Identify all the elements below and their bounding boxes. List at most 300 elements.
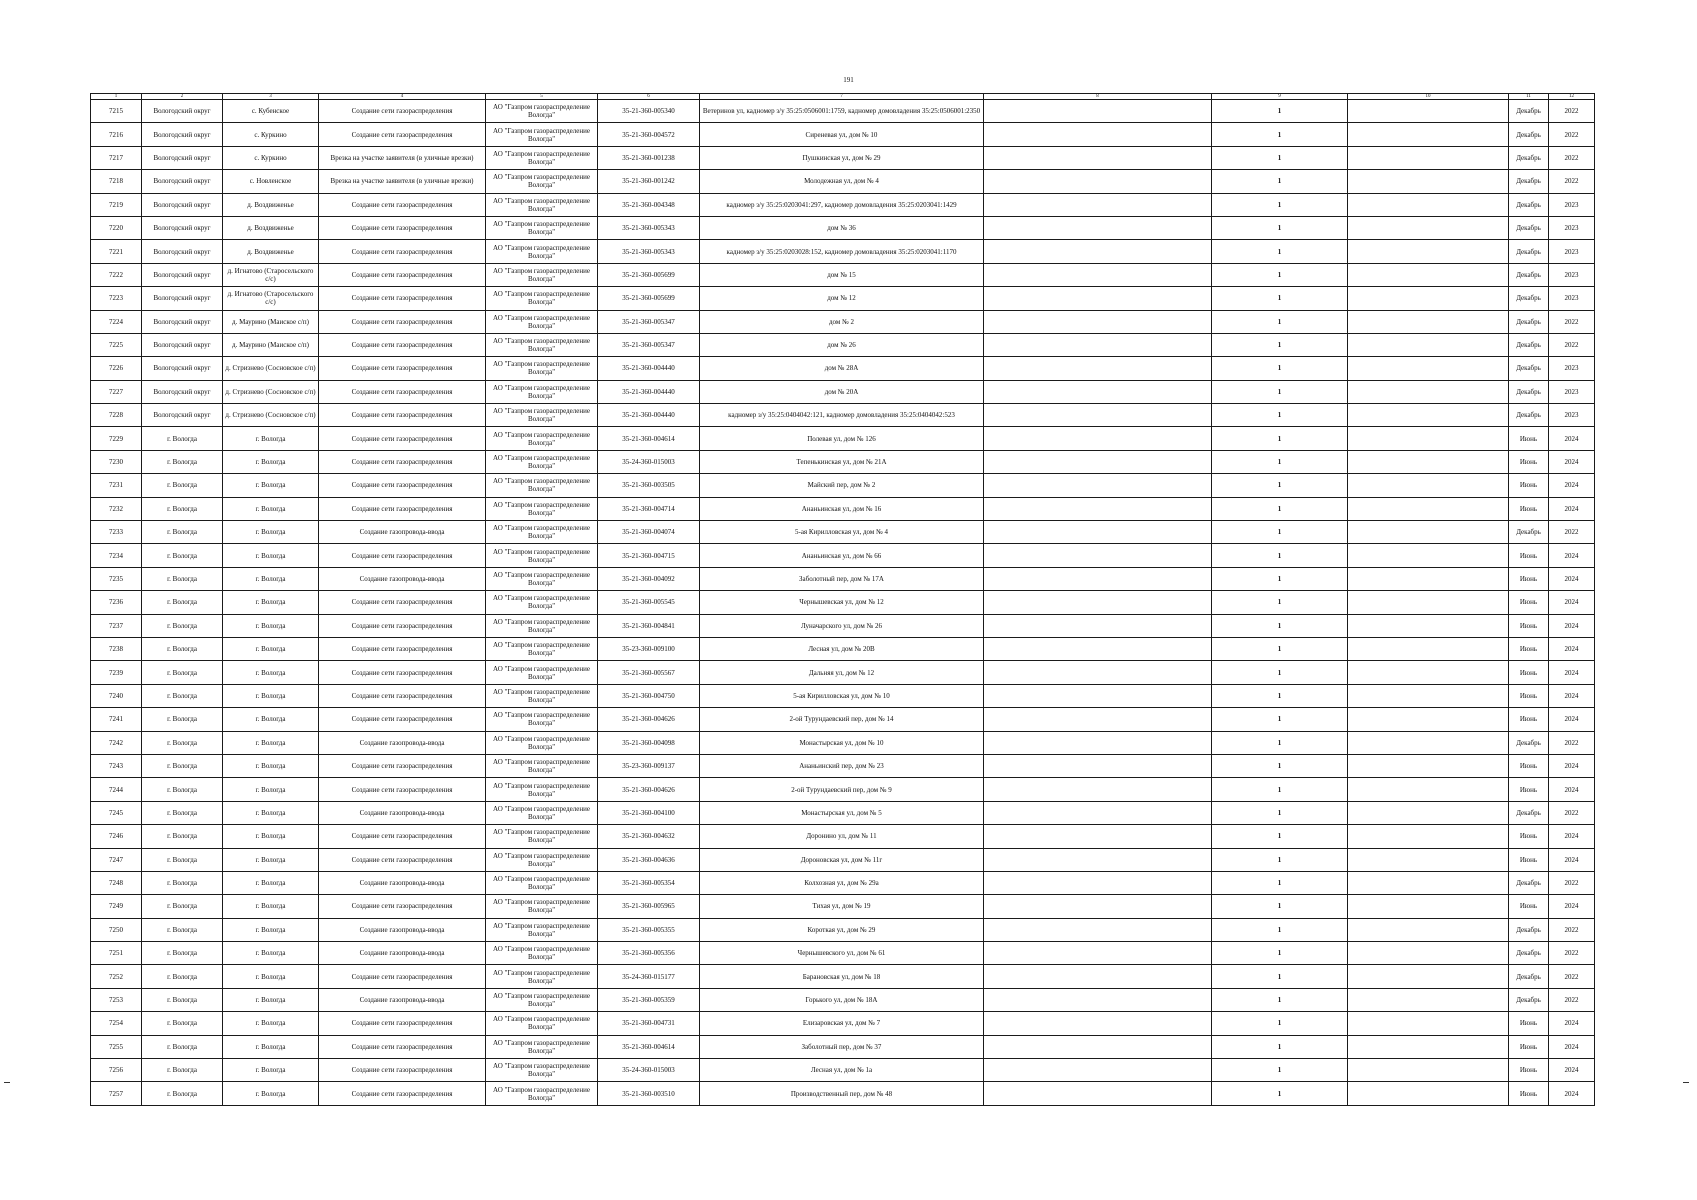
organization-cell: АО "Газпром газораспределение Вологда" (486, 591, 598, 614)
table-row (91, 708, 1595, 731)
district-cell: Вологодский округ (142, 240, 223, 263)
row-number: 7230 (91, 450, 142, 473)
organization-cell: АО "Газпром газораспределение Вологда" (486, 100, 598, 123)
column-10-cell (1348, 661, 1509, 684)
month-cell: Июнь (1509, 427, 1549, 450)
object-code-cell: 35-21-360-001238 (598, 146, 700, 169)
column-header-8: 8 (984, 94, 1212, 100)
column-8-cell (984, 474, 1212, 497)
address-cell: кадномер з/у 35:25:0404042:121, кадномер домовладения 35:25:0404042:523 (700, 404, 984, 427)
object-code-cell: 35-21-360-004614 (598, 427, 700, 450)
work-type-cell: Создание сети газораспределения (319, 1035, 486, 1058)
work-type-cell: Создание сети газораспределения (319, 497, 486, 520)
object-code-cell: 35-21-360-003510 (598, 1082, 700, 1105)
count-cell: 1 (1212, 240, 1348, 263)
district-cell: г. Вологда (142, 708, 223, 731)
work-type-cell: Создание сети газораспределения (319, 380, 486, 403)
column-10-cell (1348, 474, 1509, 497)
organization-cell: АО "Газпром газораспределение Вологда" (486, 404, 598, 427)
address-cell: Лесная ул, дом № 20В (700, 637, 984, 660)
column-10-cell (1348, 778, 1509, 801)
year-cell: 2022 (1549, 942, 1595, 965)
column-8-cell (984, 544, 1212, 567)
object-code-cell: 35-21-360-004750 (598, 684, 700, 707)
object-code-cell: 35-21-360-004632 (598, 825, 700, 848)
year-cell: 2024 (1549, 591, 1595, 614)
district-cell: г. Вологда (142, 1059, 223, 1082)
row-number: 7234 (91, 544, 142, 567)
address-cell: Ананьинская ул, дом № 66 (700, 544, 984, 567)
object-code-cell: 35-21-360-005347 (598, 310, 700, 333)
table-row (91, 193, 1595, 216)
work-type-cell: Создание сети газораспределения (319, 357, 486, 380)
row-number: 7228 (91, 404, 142, 427)
organization-cell: АО "Газпром газораспределение Вологда" (486, 521, 598, 544)
settlement-cell: г. Вологда (223, 848, 319, 871)
district-cell: г. Вологда (142, 778, 223, 801)
table-row (91, 965, 1595, 988)
object-code-cell: 35-21-360-004440 (598, 380, 700, 403)
column-8-cell (984, 684, 1212, 707)
work-type-cell: Создание сети газораспределения (319, 778, 486, 801)
settlement-cell: с. Куркино (223, 146, 319, 169)
month-cell: Июнь (1509, 474, 1549, 497)
column-10-cell (1348, 567, 1509, 590)
object-code-cell: 35-21-360-005545 (598, 591, 700, 614)
month-cell: Июнь (1509, 661, 1549, 684)
object-code-cell: 35-21-360-004636 (598, 848, 700, 871)
count-cell: 1 (1212, 544, 1348, 567)
district-cell: г. Вологда (142, 754, 223, 777)
district-cell: Вологодский округ (142, 146, 223, 169)
object-code-cell: 35-21-360-004731 (598, 1012, 700, 1035)
organization-cell: АО "Газпром газораспределение Вологда" (486, 263, 598, 286)
year-cell: 2024 (1549, 684, 1595, 707)
district-cell: г. Вологда (142, 497, 223, 520)
column-8-cell (984, 123, 1212, 146)
organization-cell: АО "Газпром газораспределение Вологда" (486, 731, 598, 754)
count-cell: 1 (1212, 310, 1348, 333)
settlement-cell: г. Вологда (223, 708, 319, 731)
column-8-cell (984, 1082, 1212, 1105)
year-cell: 2022 (1549, 100, 1595, 123)
column-header-9: 9 (1212, 94, 1348, 100)
object-code-cell: 35-21-360-004572 (598, 123, 700, 146)
row-number: 7219 (91, 193, 142, 216)
table-row (91, 123, 1595, 146)
table-row (91, 380, 1595, 403)
settlement-cell: г. Вологда (223, 497, 319, 520)
month-cell: Декабрь (1509, 357, 1549, 380)
organization-cell: АО "Газпром газораспределение Вологда" (486, 1012, 598, 1035)
column-8-cell (984, 497, 1212, 520)
object-code-cell: 35-24-360-015003 (598, 1059, 700, 1082)
settlement-cell: д. Стризнево (Сосновское с/п) (223, 380, 319, 403)
organization-cell: АО "Газпром газораспределение Вологда" (486, 146, 598, 169)
column-10-cell (1348, 731, 1509, 754)
address-cell: дом № 36 (700, 216, 984, 239)
address-cell: Лесная ул, дом № 1а (700, 1059, 984, 1082)
settlement-cell: г. Вологда (223, 754, 319, 777)
district-cell: г. Вологда (142, 427, 223, 450)
count-cell: 1 (1212, 100, 1348, 123)
column-10-cell (1348, 918, 1509, 941)
count-cell: 1 (1212, 1035, 1348, 1058)
month-cell: Июнь (1509, 637, 1549, 660)
month-cell: Июнь (1509, 684, 1549, 707)
count-cell: 1 (1212, 614, 1348, 637)
year-cell: 2022 (1549, 170, 1595, 193)
work-type-cell: Врезка на участке заявителя (в уличные врезки) (319, 146, 486, 169)
district-cell: г. Вологда (142, 1035, 223, 1058)
address-cell: 2-ой Турундаевский пер, дом № 9 (700, 778, 984, 801)
row-number: 7249 (91, 895, 142, 918)
object-code-cell: 35-24-360-015177 (598, 965, 700, 988)
district-cell: Вологодский округ (142, 170, 223, 193)
column-10-cell (1348, 871, 1509, 894)
count-cell: 1 (1212, 708, 1348, 731)
count-cell: 1 (1212, 731, 1348, 754)
district-cell: г. Вологда (142, 450, 223, 473)
table-body (91, 100, 1595, 1106)
address-cell: Барановская ул, дом № 18 (700, 965, 984, 988)
count-cell: 1 (1212, 216, 1348, 239)
settlement-cell: г. Вологда (223, 474, 319, 497)
month-cell: Декабрь (1509, 193, 1549, 216)
year-cell: 2024 (1549, 1082, 1595, 1105)
work-type-cell: Создание сети газораспределения (319, 637, 486, 660)
object-code-cell: 35-21-360-005965 (598, 895, 700, 918)
month-cell: Декабрь (1509, 731, 1549, 754)
row-number: 7248 (91, 871, 142, 894)
column-header-12: 12 (1549, 94, 1595, 100)
address-cell: 2-ой Турундаевский пер, дом № 14 (700, 708, 984, 731)
table-row (91, 474, 1595, 497)
district-cell: Вологодский округ (142, 310, 223, 333)
object-code-cell: 35-21-360-005699 (598, 263, 700, 286)
month-cell: Декабрь (1509, 100, 1549, 123)
month-cell: Декабрь (1509, 170, 1549, 193)
object-code-cell: 35-21-360-004098 (598, 731, 700, 754)
settlement-cell: д. Маурино (Маиское с/п) (223, 310, 319, 333)
settlement-cell: г. Вологда (223, 965, 319, 988)
table-row (91, 287, 1595, 310)
column-10-cell (1348, 591, 1509, 614)
column-10-cell (1348, 170, 1509, 193)
district-cell: г. Вологда (142, 1012, 223, 1035)
table-row (91, 942, 1595, 965)
address-cell: Ананьинская ул, дом № 16 (700, 497, 984, 520)
address-cell: дом № 28А (700, 357, 984, 380)
row-number: 7233 (91, 521, 142, 544)
work-type-cell: Создание сети газораспределения (319, 450, 486, 473)
year-cell: 2023 (1549, 216, 1595, 239)
column-8-cell (984, 100, 1212, 123)
column-8-cell (984, 895, 1212, 918)
right-edge-mark (1683, 1082, 1689, 1083)
row-number: 7236 (91, 591, 142, 614)
object-code-cell: 35-21-360-004614 (598, 1035, 700, 1058)
object-code-cell: 35-21-360-005354 (598, 871, 700, 894)
work-type-cell: Создание сети газораспределения (319, 263, 486, 286)
organization-cell: АО "Газпром газораспределение Вологда" (486, 778, 598, 801)
organization-cell: АО "Газпром газораспределение Вологда" (486, 544, 598, 567)
address-cell: Ананьинский пер, дом № 23 (700, 754, 984, 777)
column-header-3: 3 (223, 94, 319, 100)
district-cell: Вологодский округ (142, 263, 223, 286)
month-cell: Июнь (1509, 497, 1549, 520)
table-row (91, 450, 1595, 473)
table-row (91, 357, 1595, 380)
row-number: 7251 (91, 942, 142, 965)
column-10-cell (1348, 146, 1509, 169)
work-type-cell: Создание сети газораспределения (319, 1082, 486, 1105)
address-cell: Тепенькинская ул, дом № 21А (700, 450, 984, 473)
work-type-cell: Создание сети газораспределения (319, 287, 486, 310)
table-row (91, 1059, 1595, 1082)
month-cell: Июнь (1509, 754, 1549, 777)
count-cell: 1 (1212, 357, 1348, 380)
work-type-cell: Создание газопровода-ввода (319, 942, 486, 965)
year-cell: 2022 (1549, 988, 1595, 1011)
settlement-cell: г. Вологда (223, 427, 319, 450)
object-code-cell: 35-24-360-015003 (598, 450, 700, 473)
settlement-cell: г. Вологда (223, 871, 319, 894)
table-row (91, 871, 1595, 894)
settlement-cell: г. Вологда (223, 1059, 319, 1082)
work-type-cell: Создание газопровода-ввода (319, 871, 486, 894)
organization-cell: АО "Газпром газораспределение Вологда" (486, 801, 598, 824)
settlement-cell: д. Воздвиженье (223, 216, 319, 239)
table-row (91, 778, 1595, 801)
district-cell: Вологодский округ (142, 357, 223, 380)
column-8-cell (984, 1012, 1212, 1035)
row-number: 7247 (91, 848, 142, 871)
row-number: 7246 (91, 825, 142, 848)
column-header-2: 2 (142, 94, 223, 100)
count-cell: 1 (1212, 427, 1348, 450)
object-code-cell: 35-21-360-005567 (598, 661, 700, 684)
work-type-cell: Создание газопровода-ввода (319, 521, 486, 544)
object-code-cell: 35-21-360-004626 (598, 708, 700, 731)
year-cell: 2022 (1549, 123, 1595, 146)
work-type-cell: Создание сети газораспределения (319, 661, 486, 684)
settlement-cell: г. Вологда (223, 825, 319, 848)
settlement-cell: г. Вологда (223, 1082, 319, 1105)
organization-cell: АО "Газпром газораспределение Вологда" (486, 240, 598, 263)
count-cell: 1 (1212, 521, 1348, 544)
column-8-cell (984, 754, 1212, 777)
row-number: 7222 (91, 263, 142, 286)
work-type-cell: Создание сети газораспределения (319, 1059, 486, 1082)
district-cell: г. Вологда (142, 848, 223, 871)
table-row (91, 544, 1595, 567)
column-header-10: 10 (1348, 94, 1509, 100)
month-cell: Июнь (1509, 825, 1549, 848)
column-8-cell (984, 450, 1212, 473)
page-number: 191 (843, 76, 854, 84)
column-8-cell (984, 1035, 1212, 1058)
count-cell: 1 (1212, 965, 1348, 988)
table-row (91, 988, 1595, 1011)
gas-connection-table (90, 93, 1595, 1106)
settlement-cell: г. Вологда (223, 1035, 319, 1058)
organization-cell: АО "Газпром газораспределение Вологда" (486, 895, 598, 918)
column-10-cell (1348, 1035, 1509, 1058)
count-cell: 1 (1212, 591, 1348, 614)
organization-cell: АО "Газпром газораспределение Вологда" (486, 497, 598, 520)
work-type-cell: Создание газопровода-ввода (319, 567, 486, 590)
count-cell: 1 (1212, 567, 1348, 590)
year-cell: 2024 (1549, 474, 1595, 497)
table-row (91, 216, 1595, 239)
address-cell: Заболотный пер, дом № 37 (700, 1035, 984, 1058)
count-cell: 1 (1212, 918, 1348, 941)
settlement-cell: г. Вологда (223, 521, 319, 544)
month-cell: Декабрь (1509, 333, 1549, 356)
year-cell: 2024 (1549, 848, 1595, 871)
work-type-cell: Создание газопровода-ввода (319, 988, 486, 1011)
column-8-cell (984, 942, 1212, 965)
year-cell: 2023 (1549, 287, 1595, 310)
month-cell: Декабрь (1509, 988, 1549, 1011)
column-header-5: 5 (486, 94, 598, 100)
settlement-cell: д. Игнатово (Старосельского с/с) (223, 263, 319, 286)
column-8-cell (984, 287, 1212, 310)
object-code-cell: 35-21-360-005343 (598, 240, 700, 263)
month-cell: Декабрь (1509, 521, 1549, 544)
count-cell: 1 (1212, 801, 1348, 824)
organization-cell: АО "Газпром газораспределение Вологда" (486, 216, 598, 239)
count-cell: 1 (1212, 871, 1348, 894)
table-row (91, 918, 1595, 941)
column-10-cell (1348, 801, 1509, 824)
district-cell: г. Вологда (142, 942, 223, 965)
row-number: 7215 (91, 100, 142, 123)
object-code-cell: 35-21-360-004715 (598, 544, 700, 567)
district-cell: Вологодский округ (142, 123, 223, 146)
district-cell: г. Вологда (142, 965, 223, 988)
row-number: 7218 (91, 170, 142, 193)
column-10-cell (1348, 1059, 1509, 1082)
settlement-cell: с. Новленское (223, 170, 319, 193)
address-cell: Сиреневая ул, дом № 10 (700, 123, 984, 146)
column-10-cell (1348, 637, 1509, 660)
district-cell: г. Вологда (142, 614, 223, 637)
organization-cell: АО "Газпром газораспределение Вологда" (486, 123, 598, 146)
count-cell: 1 (1212, 778, 1348, 801)
work-type-cell: Создание сети газораспределения (319, 100, 486, 123)
column-8-cell (984, 637, 1212, 660)
column-header-6: 6 (598, 94, 700, 100)
table-row (91, 614, 1595, 637)
left-edge-mark (4, 1082, 10, 1083)
year-cell: 2023 (1549, 193, 1595, 216)
settlement-cell: с. Кубенское (223, 100, 319, 123)
column-8-cell (984, 521, 1212, 544)
organization-cell: АО "Газпром газораспределение Вологда" (486, 193, 598, 216)
month-cell: Декабрь (1509, 380, 1549, 403)
work-type-cell: Создание сети газораспределения (319, 614, 486, 637)
month-cell: Декабрь (1509, 871, 1549, 894)
row-number: 7216 (91, 123, 142, 146)
district-cell: г. Вологда (142, 1082, 223, 1105)
count-cell: 1 (1212, 170, 1348, 193)
column-header-4: 4 (319, 94, 486, 100)
month-cell: Декабрь (1509, 287, 1549, 310)
object-code-cell: 35-21-360-004626 (598, 778, 700, 801)
organization-cell: АО "Газпром газораспределение Вологда" (486, 427, 598, 450)
month-cell: Декабрь (1509, 404, 1549, 427)
column-10-cell (1348, 521, 1509, 544)
column-10-cell (1348, 427, 1509, 450)
address-cell: Доронино ул, дом № 11 (700, 825, 984, 848)
address-cell: Луначарского ул, дом № 26 (700, 614, 984, 637)
organization-cell: АО "Газпром газораспределение Вологда" (486, 380, 598, 403)
year-cell: 2022 (1549, 310, 1595, 333)
settlement-cell: г. Вологда (223, 567, 319, 590)
organization-cell: АО "Газпром газораспределение Вологда" (486, 684, 598, 707)
address-cell: 5-ая Кирилловская ул, дом № 4 (700, 521, 984, 544)
organization-cell: АО "Газпром газораспределение Вологда" (486, 871, 598, 894)
month-cell: Декабрь (1509, 942, 1549, 965)
work-type-cell: Создание сети газораспределения (319, 848, 486, 871)
row-number: 7245 (91, 801, 142, 824)
table-row (91, 521, 1595, 544)
table-row (91, 1012, 1595, 1035)
year-cell: 2023 (1549, 404, 1595, 427)
row-number: 7238 (91, 637, 142, 660)
year-cell: 2024 (1549, 544, 1595, 567)
row-number: 7244 (91, 778, 142, 801)
count-cell: 1 (1212, 988, 1348, 1011)
column-10-cell (1348, 123, 1509, 146)
organization-cell: АО "Газпром газораспределение Вологда" (486, 965, 598, 988)
district-cell: г. Вологда (142, 801, 223, 824)
address-cell: Короткая ул, дом № 29 (700, 918, 984, 941)
year-cell: 2024 (1549, 708, 1595, 731)
column-8-cell (984, 825, 1212, 848)
year-cell: 2022 (1549, 801, 1595, 824)
organization-cell: АО "Газпром газораспределение Вологда" (486, 825, 598, 848)
row-number: 7220 (91, 216, 142, 239)
count-cell: 1 (1212, 123, 1348, 146)
address-cell: дом № 12 (700, 287, 984, 310)
column-8-cell (984, 731, 1212, 754)
column-10-cell (1348, 193, 1509, 216)
organization-cell: АО "Газпром газораспределение Вологда" (486, 661, 598, 684)
object-code-cell: 35-21-360-004348 (598, 193, 700, 216)
year-cell: 2024 (1549, 1035, 1595, 1058)
column-10-cell (1348, 825, 1509, 848)
column-8-cell (984, 661, 1212, 684)
column-8-cell (984, 965, 1212, 988)
column-8-cell (984, 988, 1212, 1011)
table-row (91, 895, 1595, 918)
row-number: 7235 (91, 567, 142, 590)
column-8-cell (984, 708, 1212, 731)
object-code-cell: 35-21-360-001242 (598, 170, 700, 193)
organization-cell: АО "Газпром газораспределение Вологда" (486, 1035, 598, 1058)
work-type-cell: Создание сети газораспределения (319, 404, 486, 427)
column-10-cell (1348, 708, 1509, 731)
column-8-cell (984, 848, 1212, 871)
table-row (91, 427, 1595, 450)
settlement-cell: г. Вологда (223, 591, 319, 614)
column-10-cell (1348, 614, 1509, 637)
column-10-cell (1348, 988, 1509, 1011)
table-row (91, 1035, 1595, 1058)
